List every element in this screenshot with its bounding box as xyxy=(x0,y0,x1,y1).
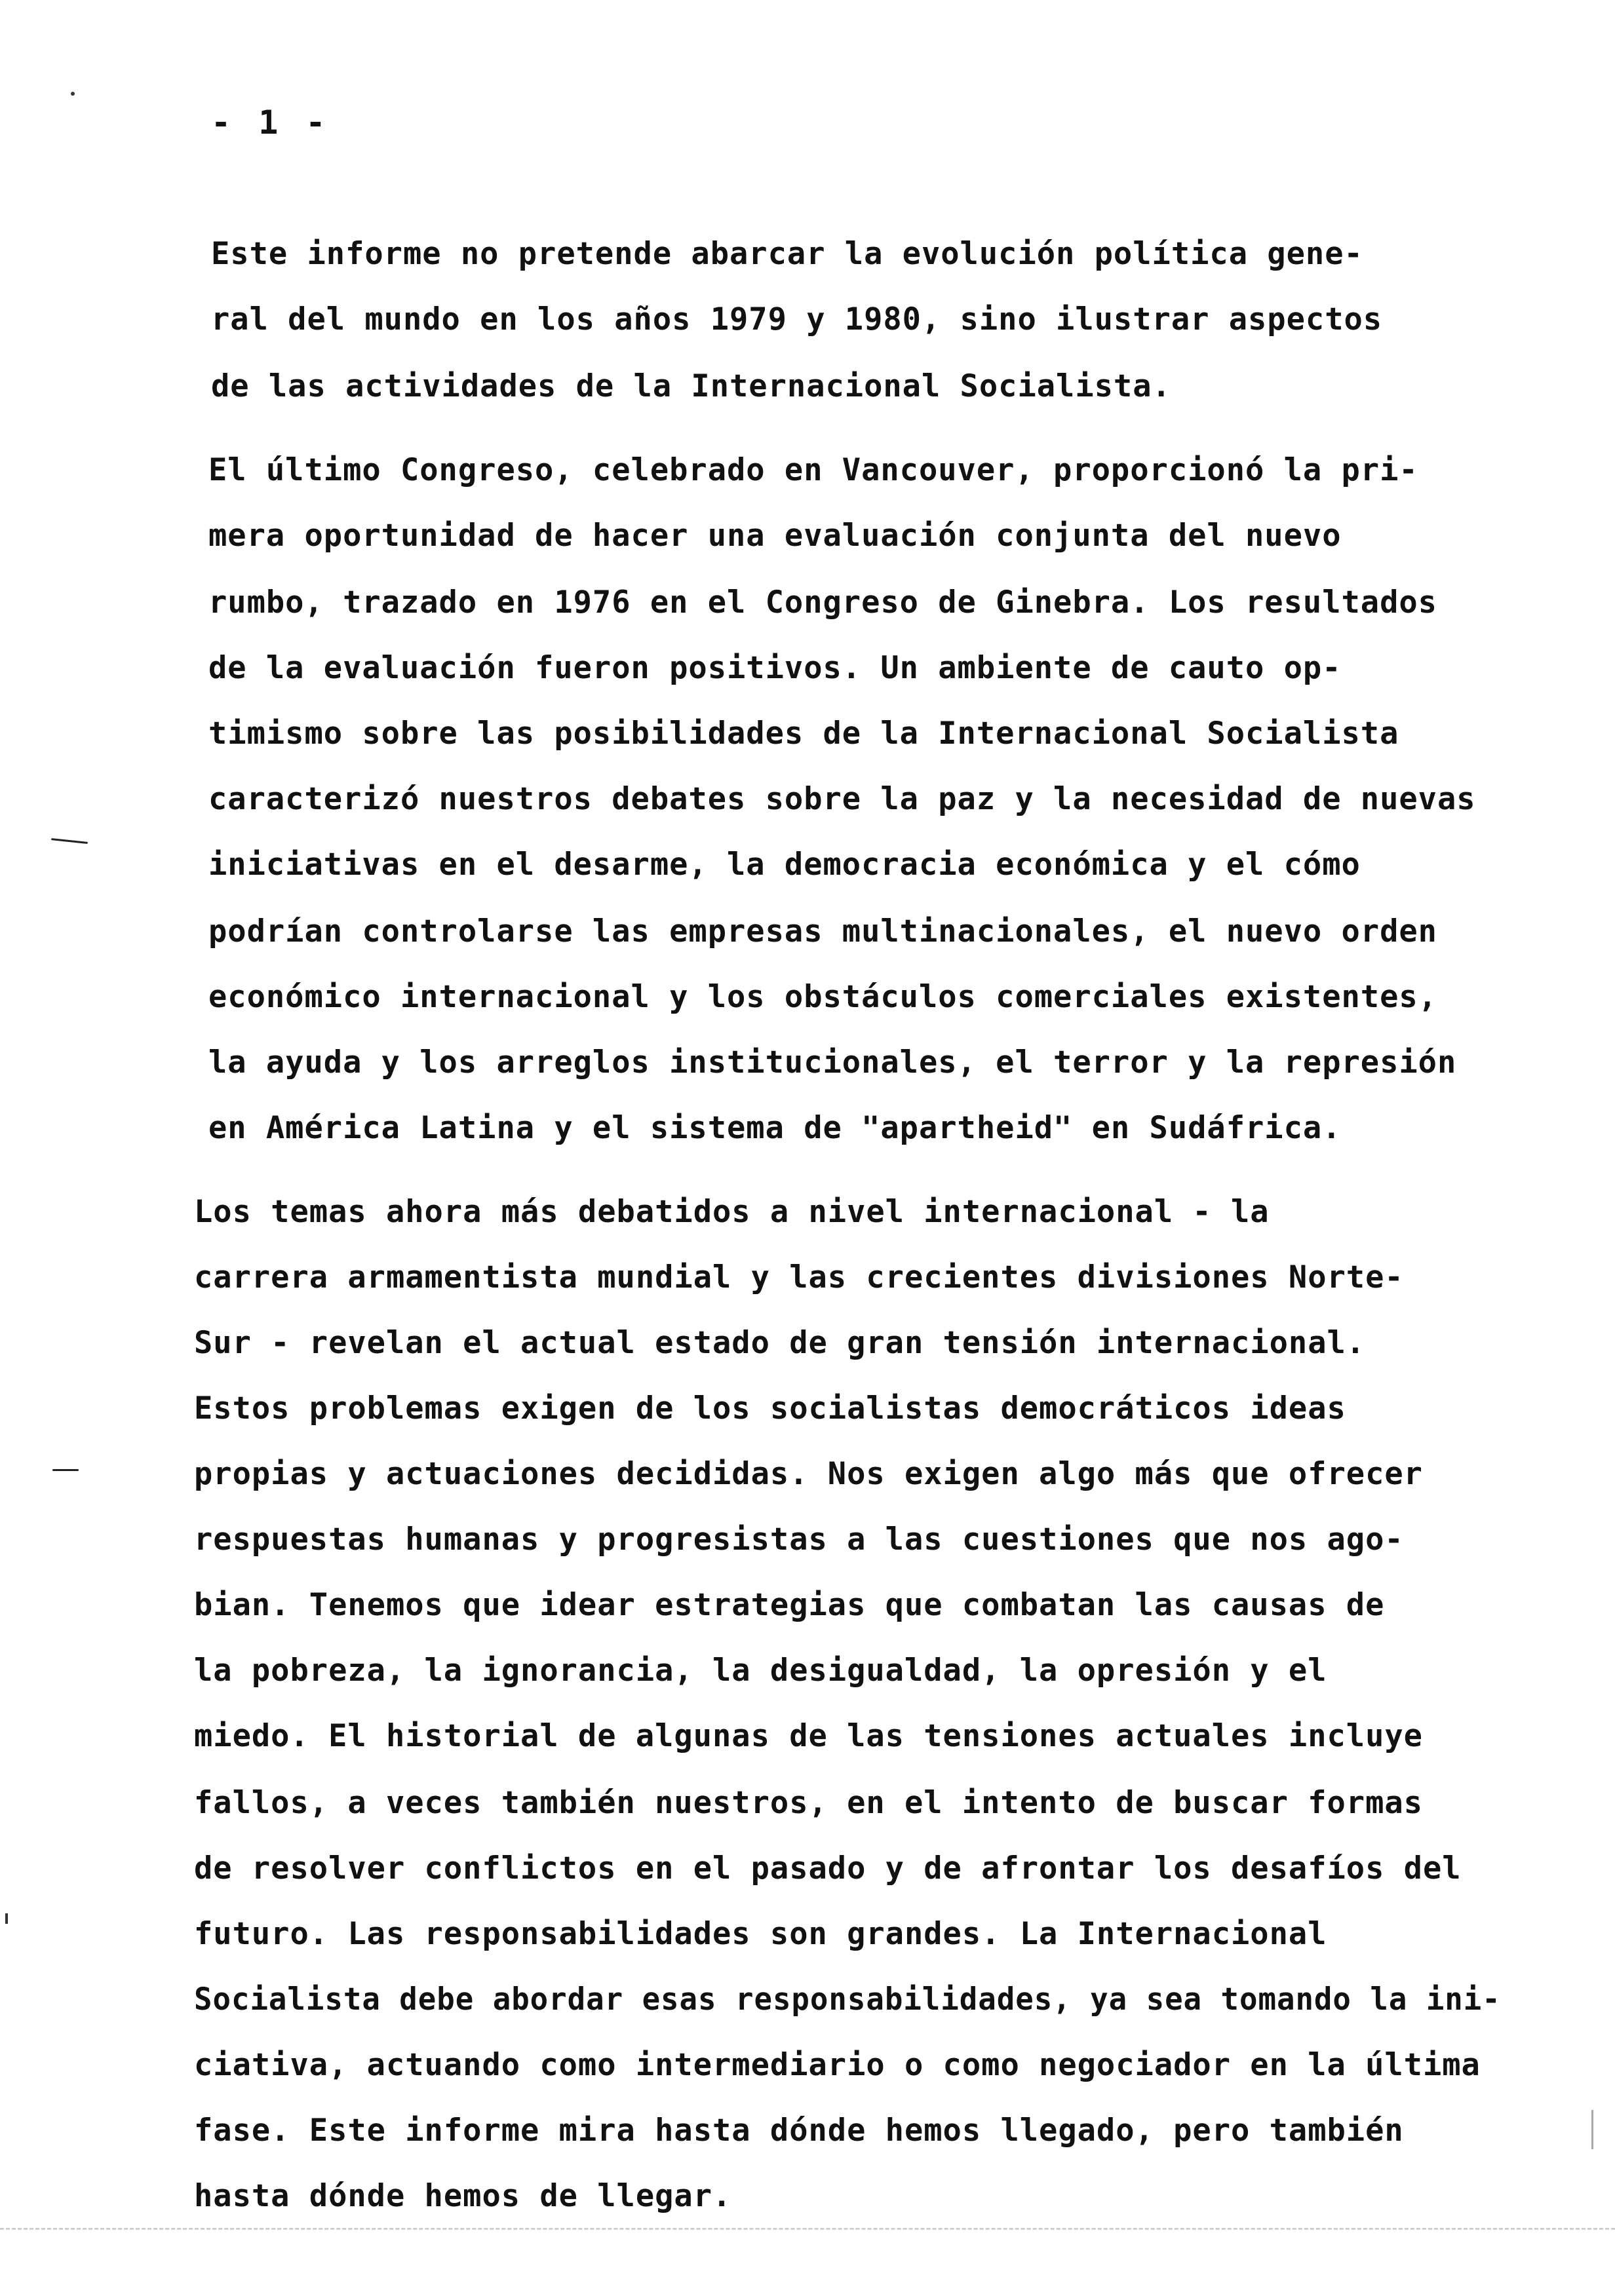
text-line: Los temas ahora más debatidos a nivel internacional - la xyxy=(194,1194,1270,1230)
text-line: Sur - revelan el actual estado de gran tensión internacional. xyxy=(194,1325,1366,1361)
text-line: carrera armamentista mundial y las crecientes divisiones Norte- xyxy=(194,1259,1404,1295)
text-line: fallos, a veces también nuestros, en el intento de buscar formas xyxy=(194,1785,1423,1821)
text-line: miedo. El historial de algunas de las tensiones actuales incluye xyxy=(194,1718,1423,1754)
text-line: podrían controlarse las empresas multinacionales, el nuevo orden xyxy=(208,913,1437,949)
text-line: Socialista debe abordar esas responsabilidades, ya sea tomando la ini- xyxy=(194,1981,1501,2018)
text-line: de la evaluación fueron positivos. Un ambiente de cauto op- xyxy=(208,650,1342,686)
text-line: de las actividades de la Internacional Socialista. xyxy=(211,368,1171,404)
text-line: mera oportunidad de hacer una evaluación conjunta del nuevo xyxy=(208,518,1342,554)
scan-speck xyxy=(5,1913,8,1924)
text-line: económico internacional y los obstáculos comerciales existentes, xyxy=(208,979,1437,1015)
text-line: bian. Tenemos que idear estrategias que combatan las causas de xyxy=(194,1587,1385,1623)
scan-margin-mark xyxy=(52,1469,79,1471)
page-number: - 1 - xyxy=(211,104,330,142)
text-line: la ayuda y los arreglos institucionales, el terror y la represión xyxy=(208,1044,1457,1081)
text-line: futuro. Las responsabilidades son grandes. La Internacional xyxy=(194,1916,1327,1952)
scan-speck xyxy=(71,92,75,96)
text-line: Este informe no pretende abarcar la evolución política gene- xyxy=(211,236,1363,272)
text-line: Estos problemas exigen de los socialistas democráticos ideas xyxy=(194,1390,1346,1426)
text-line: El último Congreso, celebrado en Vancouver, proporcionó la pri- xyxy=(208,452,1418,488)
scan-margin-mark xyxy=(51,838,88,844)
text-line: caracterizó nuestros debates sobre la paz y la necesidad de nuevas xyxy=(208,781,1476,817)
text-line: de resolver conflictos en el pasado y de afrontar los desafíos del xyxy=(194,1850,1462,1886)
text-line: ral del mundo en los años 1979 y 1980, sino ilustrar aspectos xyxy=(211,301,1383,337)
text-line: rumbo, trazado en 1976 en el Congreso de Ginebra. Los resultados xyxy=(208,584,1437,621)
text-line: respuestas humanas y progresistas a las cuestiones que nos ago- xyxy=(194,1521,1404,1558)
text-line: la pobreza, la ignorancia, la desigualdad, la opresión y el xyxy=(194,1653,1327,1689)
scan-speck xyxy=(1591,2110,1593,2149)
text-line: fase. Este informe mira hasta dónde hemos llegado, pero también xyxy=(194,2113,1404,2149)
scan-bottom-noise xyxy=(0,2228,1615,2230)
text-line: ciativa, actuando como intermediario o como negociador en la última xyxy=(194,2047,1481,2083)
text-line: propias y actuaciones decididas. Nos exigen algo más que ofrecer xyxy=(194,1456,1423,1492)
text-line: en América Latina y el sistema de "apartheid" en Sudáfrica. xyxy=(208,1110,1342,1146)
text-line: iniciativas en el desarme, la democracia económica y el cómo xyxy=(208,847,1361,883)
text-line: hasta dónde hemos de llegar. xyxy=(194,2178,732,2214)
text-line: timismo sobre las posibilidades de la Internacional Socialista xyxy=(208,716,1399,752)
